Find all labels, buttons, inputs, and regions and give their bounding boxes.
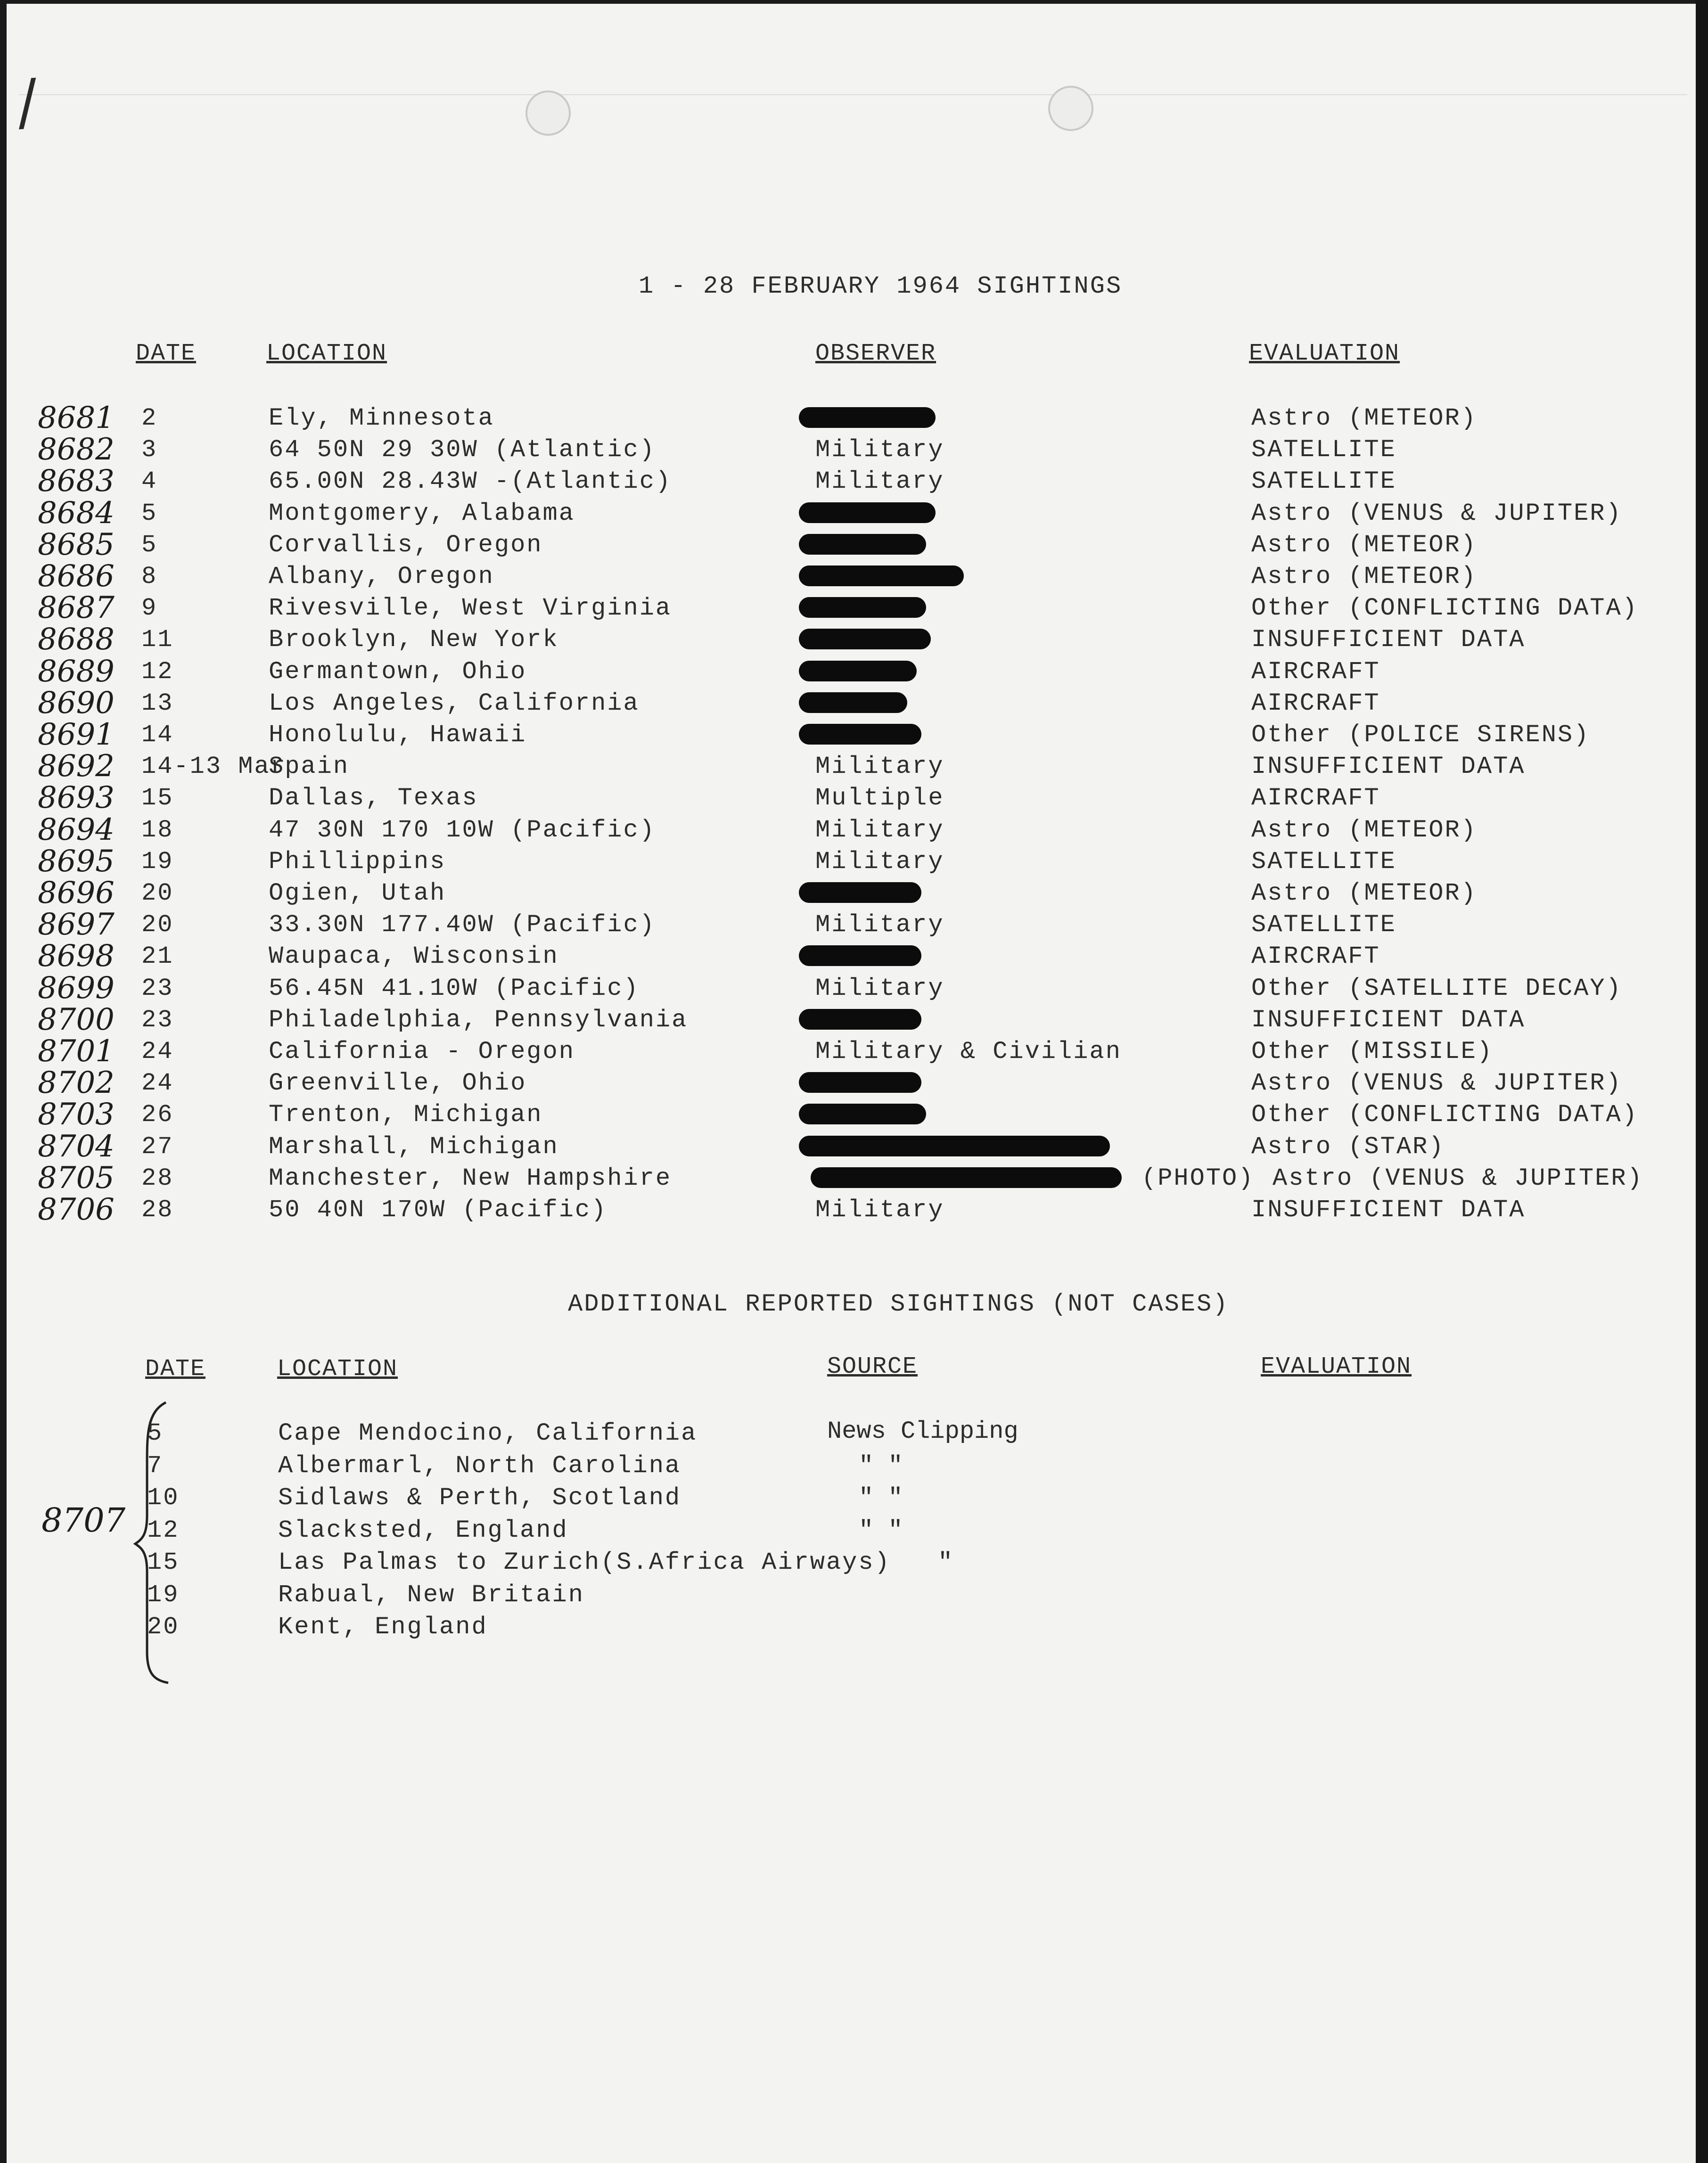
- sighting-evaluation: Astro (METEOR): [1251, 404, 1477, 432]
- sighting-date: 9: [141, 594, 158, 622]
- additional-location: Sidlaws & Perth, Scotland: [278, 1484, 682, 1512]
- sighting-location: Philadelphia, Pennsylvania: [269, 1006, 688, 1034]
- case-number: 8701: [38, 1034, 115, 1069]
- additional-date: 15: [147, 1549, 180, 1576]
- punch-hole-right: [1048, 86, 1093, 131]
- redaction-bar: [799, 1104, 926, 1124]
- redaction-bar: [799, 407, 936, 428]
- sighting-location: Marshall, Michigan: [269, 1133, 559, 1161]
- additional-location: Albermarl, North Carolina: [278, 1452, 682, 1480]
- redaction-bar: [799, 692, 907, 713]
- sighting-observer: Military & Civilian: [815, 1038, 1122, 1065]
- observer-note: (PHOTO): [1141, 1164, 1255, 1192]
- sighting-evaluation: Astro (METEOR): [1251, 531, 1477, 559]
- sighting-evaluation: INSUFFICIENT DATA: [1251, 626, 1526, 654]
- header-observer: OBSERVER: [815, 340, 936, 367]
- sighting-location: Phillippins: [269, 848, 446, 876]
- additional-date: 20: [147, 1613, 180, 1641]
- sighting-date: 2: [141, 404, 158, 432]
- sighting-date: 14-13 Mar: [141, 753, 287, 780]
- sighting-evaluation: INSUFFICIENT DATA: [1251, 1196, 1526, 1224]
- case-number: 8684: [38, 496, 115, 531]
- additional-date: 10: [147, 1484, 180, 1512]
- redaction-bar: [799, 661, 917, 681]
- sighting-date: 12: [141, 658, 174, 686]
- additional-header-date: DATE: [145, 1356, 206, 1383]
- group-case-number: 8707: [41, 1501, 126, 1540]
- sighting-date: 24: [141, 1069, 174, 1097]
- corner-mark: /: [14, 65, 41, 139]
- redaction-bar: [811, 1167, 1122, 1188]
- sighting-evaluation: Astro (VENUS & JUPITER): [1251, 500, 1622, 527]
- sighting-date: 15: [141, 784, 174, 812]
- sighting-location: 65.00N 28.43W -(Atlantic): [269, 467, 672, 495]
- sighting-date: 21: [141, 942, 174, 970]
- sighting-evaluation: AIRCRAFT: [1251, 784, 1380, 812]
- sighting-date: 4: [141, 467, 158, 495]
- sighting-evaluation: SATELLITE: [1251, 436, 1396, 464]
- additional-location: Las Palmas to Zurich(S.Africa Airways): [278, 1549, 891, 1576]
- case-number: 8693: [38, 780, 115, 815]
- sighting-observer: Military: [815, 975, 944, 1002]
- redaction-bar: [799, 1072, 921, 1093]
- case-number: 8687: [38, 590, 115, 625]
- sighting-observer: Military: [815, 753, 944, 780]
- additional-source: " ": [859, 1484, 903, 1512]
- additional-header-location: LOCATION: [277, 1356, 398, 1383]
- redaction-bar: [799, 724, 921, 745]
- sighting-date: 26: [141, 1101, 174, 1129]
- sighting-date: 14: [141, 721, 174, 749]
- additional-date: 7: [147, 1452, 164, 1480]
- sighting-location: Montgomery, Alabama: [269, 500, 575, 527]
- sighting-observer: Multiple: [815, 784, 944, 812]
- sighting-evaluation: Astro (VENUS & JUPITER): [1273, 1164, 1643, 1192]
- sighting-location: Germantown, Ohio: [269, 658, 527, 686]
- additional-header-source: SOURCE: [827, 1353, 918, 1380]
- case-number: 8682: [38, 432, 115, 467]
- fold-line: [19, 94, 1687, 95]
- case-number: 8681: [38, 401, 115, 435]
- sighting-evaluation: SATELLITE: [1251, 467, 1396, 495]
- case-number: 8690: [38, 686, 115, 721]
- redaction-bar: [799, 597, 926, 618]
- sighting-location: Corvallis, Oregon: [269, 531, 543, 559]
- case-number: 8696: [38, 876, 115, 910]
- sighting-location: Spain: [269, 753, 350, 780]
- case-number: 8697: [38, 907, 115, 942]
- additional-header-evaluation: EVALUATION: [1261, 1353, 1412, 1380]
- additional-location: Kent, England: [278, 1613, 488, 1641]
- sighting-evaluation: Astro (METEOR): [1251, 879, 1477, 907]
- sighting-evaluation: Astro (METEOR): [1251, 563, 1477, 590]
- sighting-location: Ely, Minnesota: [269, 404, 494, 432]
- case-number: 8706: [38, 1192, 115, 1227]
- sighting-evaluation: Other (CONFLICTING DATA): [1251, 594, 1638, 622]
- additional-date: 19: [147, 1581, 180, 1609]
- sighting-location: California - Oregon: [269, 1038, 575, 1065]
- header-location: LOCATION: [266, 340, 387, 367]
- sighting-location: Ogien, Utah: [269, 879, 446, 907]
- case-number: 8691: [38, 717, 115, 752]
- redaction-bar: [799, 534, 926, 555]
- case-number: 8694: [38, 812, 115, 847]
- case-number: 8700: [38, 1002, 115, 1037]
- scan-edge-right: [1696, 0, 1708, 2163]
- sighting-date: 20: [141, 879, 174, 907]
- sighting-date: 8: [141, 563, 158, 590]
- redaction-bar: [799, 882, 921, 903]
- redaction-bar: [799, 945, 921, 966]
- sighting-date: 13: [141, 689, 174, 717]
- sighting-date: 20: [141, 911, 174, 939]
- sighting-observer: Military: [815, 848, 944, 876]
- sighting-date: 23: [141, 1006, 174, 1034]
- additional-date: 12: [147, 1516, 180, 1544]
- sighting-observer: Military: [815, 1196, 944, 1224]
- sighting-evaluation: AIRCRAFT: [1251, 658, 1380, 686]
- sighting-evaluation: INSUFFICIENT DATA: [1251, 1006, 1526, 1034]
- sighting-location: 47 30N 170 10W (Pacific): [269, 816, 656, 844]
- case-number: 8703: [38, 1097, 115, 1132]
- additional-title: ADDITIONAL REPORTED SIGHTINGS (NOT CASES): [568, 1290, 1229, 1318]
- sighting-location: 50 40N 170W (Pacific): [269, 1196, 608, 1224]
- case-number: 8698: [38, 939, 115, 974]
- additional-source: " ": [859, 1452, 903, 1480]
- additional-source: ": [938, 1549, 953, 1576]
- additional-date: 5: [147, 1419, 164, 1447]
- sighting-evaluation: Other (SATELLITE DECAY): [1251, 975, 1622, 1002]
- case-number: 8702: [38, 1065, 115, 1100]
- punch-hole-left: [526, 90, 571, 136]
- redaction-bar: [799, 629, 931, 649]
- additional-location: Rabual, New Britain: [278, 1581, 584, 1609]
- sighting-date: 24: [141, 1038, 174, 1065]
- sighting-observer: Military: [815, 436, 944, 464]
- sighting-date: 27: [141, 1133, 174, 1161]
- sighting-location: Greenville, Ohio: [269, 1069, 527, 1097]
- redaction-bar: [799, 1136, 1110, 1156]
- case-number: 8689: [38, 654, 115, 689]
- sighting-location: Trenton, Michigan: [269, 1101, 543, 1129]
- case-number: 8685: [38, 527, 115, 562]
- case-number: 8686: [38, 559, 115, 594]
- sighting-date: 5: [141, 531, 158, 559]
- sighting-observer: Military: [815, 467, 944, 495]
- case-number: 8692: [38, 749, 115, 784]
- case-number: 8705: [38, 1161, 115, 1196]
- sighting-location: Honolulu, Hawaii: [269, 721, 527, 749]
- sighting-evaluation: Astro (STAR): [1251, 1133, 1445, 1161]
- case-number: 8695: [38, 844, 115, 879]
- case-number: 8683: [38, 464, 115, 499]
- sighting-date: 18: [141, 816, 174, 844]
- sighting-location: Rivesville, West Virginia: [269, 594, 672, 622]
- sighting-location: 56.45N 41.10W (Pacific): [269, 975, 640, 1002]
- scan-edge-top: [0, 0, 1708, 4]
- sighting-location: 64 50N 29 30W (Atlantic): [269, 436, 656, 464]
- scan-edge-left: [0, 0, 7, 2163]
- sighting-date: 3: [141, 436, 158, 464]
- sighting-location: Dallas, Texas: [269, 784, 478, 812]
- sighting-location: Manchester, New Hampshire: [269, 1164, 672, 1192]
- header-evaluation: EVALUATION: [1249, 340, 1400, 367]
- case-number: 8704: [38, 1129, 115, 1164]
- case-number: 8688: [38, 622, 115, 657]
- sighting-evaluation: AIRCRAFT: [1251, 689, 1380, 717]
- redaction-bar: [799, 502, 936, 523]
- sighting-observer: Military: [815, 816, 944, 844]
- redaction-bar: [799, 565, 964, 586]
- sighting-date: 5: [141, 500, 158, 527]
- document-title: 1 - 28 FEBRUARY 1964 SIGHTINGS: [639, 272, 1123, 300]
- sighting-evaluation: Other (MISSILE): [1251, 1038, 1494, 1065]
- sighting-evaluation: Astro (METEOR): [1251, 816, 1477, 844]
- case-number: 8699: [38, 971, 115, 1006]
- sighting-date: 28: [141, 1164, 174, 1192]
- sighting-observer: Military: [815, 911, 944, 939]
- sighting-location: Albany, Oregon: [269, 563, 494, 590]
- additional-source: " ": [859, 1516, 903, 1544]
- sighting-date: 28: [141, 1196, 174, 1224]
- sighting-location: Brooklyn, New York: [269, 626, 559, 654]
- sighting-evaluation: AIRCRAFT: [1251, 942, 1380, 970]
- additional-location: Cape Mendocino, California: [278, 1419, 698, 1447]
- header-date: DATE: [136, 340, 197, 367]
- sighting-location: 33.30N 177.40W (Pacific): [269, 911, 656, 939]
- sighting-date: 19: [141, 848, 174, 876]
- sighting-evaluation: SATELLITE: [1251, 848, 1396, 876]
- sighting-evaluation: Other (POLICE SIRENS): [1251, 721, 1590, 749]
- sighting-evaluation: SATELLITE: [1251, 911, 1396, 939]
- additional-source: News Clipping: [827, 1417, 1018, 1445]
- sighting-date: 23: [141, 975, 174, 1002]
- redaction-bar: [799, 1009, 921, 1030]
- sighting-location: Los Angeles, California: [269, 689, 640, 717]
- additional-location: Slacksted, England: [278, 1516, 568, 1544]
- sighting-location: Waupaca, Wisconsin: [269, 942, 559, 970]
- sighting-evaluation: INSUFFICIENT DATA: [1251, 753, 1526, 780]
- sighting-evaluation: Astro (VENUS & JUPITER): [1251, 1069, 1622, 1097]
- sighting-date: 11: [141, 626, 174, 654]
- sighting-evaluation: Other (CONFLICTING DATA): [1251, 1101, 1638, 1129]
